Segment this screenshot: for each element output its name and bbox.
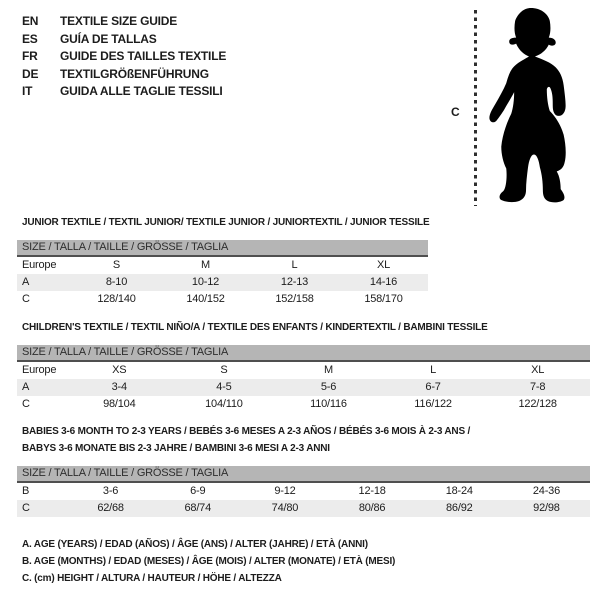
size-cell: L <box>430 364 437 376</box>
row-label: C <box>22 398 30 410</box>
babies-table-title-line2: BABYS 3-6 MONATE BIS 2-3 JAHRE / BAMBINI 3-6 MESI A 2-3 ANNI <box>22 443 330 454</box>
table-row-age <box>17 379 590 396</box>
language-code: ES <box>22 31 38 46</box>
footnote-legend <box>22 536 395 587</box>
size-cell: L <box>291 259 298 271</box>
height-measure-dotted-line <box>474 10 477 206</box>
language-list <box>22 13 226 101</box>
language-label: GUIDA ALLE TAGLIE TESSILI <box>60 84 223 98</box>
size-cell: XS <box>112 364 127 376</box>
size-cell: S <box>220 364 228 376</box>
row-label: C <box>22 502 30 514</box>
value-cell: 3-4 <box>111 381 127 393</box>
language-row-it <box>22 83 226 101</box>
language-row-es <box>22 31 226 49</box>
row-label: B <box>22 485 30 497</box>
value-cell: 9-12 <box>274 485 296 497</box>
value-cell: 104/110 <box>205 398 243 410</box>
table-row-age-months <box>17 483 590 500</box>
row-label: Europe <box>22 364 57 376</box>
row-label: Europe <box>22 259 57 271</box>
language-label: GUÍA DE TALLAS <box>60 31 157 46</box>
value-cell: 158/170 <box>364 293 403 305</box>
value-cell: 6-9 <box>190 485 206 497</box>
language-code: DE <box>22 66 39 81</box>
babies-size-table <box>17 466 590 517</box>
value-cell: 110/116 <box>310 398 347 410</box>
footnote-age-years: A. AGE (YEARS) / EDAD (AÑOS) / ÂGE (ANS) / ALTER (JAHRE) / ETÀ (ANNI) <box>22 539 368 550</box>
children-size-table <box>17 345 590 413</box>
size-cell: M <box>201 259 210 271</box>
language-label: TEXTILGRÖßENFÜHRUNG <box>60 66 209 81</box>
footnote-age-months: B. AGE (MONTHS) / EDAD (MESES) / ÂGE (MOIS) / ALTER (MONATE) / ETÀ (MESI) <box>22 556 396 567</box>
height-measure-label: C <box>451 105 460 119</box>
value-cell: 80/86 <box>358 502 386 514</box>
value-cell: 12-18 <box>358 485 386 497</box>
value-cell: 18-24 <box>445 485 473 497</box>
row-label: A <box>22 381 30 393</box>
value-cell: 140/152 <box>186 293 225 305</box>
language-row-de <box>22 66 226 84</box>
value-cell: 92/98 <box>533 502 560 514</box>
value-cell: 122/128 <box>518 398 557 410</box>
value-cell: 152/158 <box>275 293 314 305</box>
table-row-europe <box>17 362 590 379</box>
value-cell: 4-5 <box>216 381 232 393</box>
language-row-fr <box>22 48 226 66</box>
baby-silhouette-image <box>481 6 577 204</box>
value-cell: 3-6 <box>102 485 119 497</box>
table-row-age <box>17 274 428 291</box>
value-cell: 6-7 <box>425 381 441 393</box>
value-cell: 68/74 <box>184 502 212 514</box>
value-cell: 128/140 <box>97 293 136 305</box>
babies-table-title <box>22 423 470 457</box>
language-code: FR <box>22 49 38 63</box>
value-cell: 10-12 <box>191 276 220 288</box>
table-row-height <box>17 500 590 517</box>
junior-size-table <box>17 240 428 308</box>
size-header-bar: SIZE / TALLA / TAILLE / GRÖSSE / TAGLIA <box>17 240 428 257</box>
footnote-height-cm: C. (cm) HEIGHT / ALTURA / HAUTEUR / HÖHE / ALTEZZA <box>22 573 282 584</box>
row-label: A <box>22 276 30 288</box>
language-code: IT <box>22 84 33 98</box>
value-cell: 7-8 <box>530 381 546 393</box>
size-header-bar: SIZE / TALLA / TAILLE / GRÖSSE / TAGLIA <box>17 466 590 483</box>
size-cell: XL <box>376 259 391 271</box>
language-label: TEXTILE SIZE GUIDE <box>60 14 178 28</box>
value-cell: 8-10 <box>105 276 128 288</box>
size-cell: S <box>112 259 121 271</box>
size-header-bar: SIZE / TALLA / TAILLE / GRÖSSE / TAGLIA <box>17 345 590 362</box>
value-cell: 86/92 <box>446 502 473 514</box>
language-row-en <box>22 13 226 31</box>
value-cell: 5-6 <box>320 381 337 393</box>
language-code: EN <box>22 14 39 28</box>
size-cell: M <box>324 364 333 376</box>
table-row-height <box>17 291 428 308</box>
table-row-height <box>17 396 590 413</box>
children-table-title: CHILDREN'S TEXTILE / TEXTIL NIÑO/A / TEXTILE DES ENFANTS / KINDERTEXTIL / BAMBINI TESSILE <box>22 322 488 333</box>
value-cell: 12-13 <box>280 276 309 288</box>
babies-table-title-line1: BABIES 3-6 MONTH TO 2-3 YEARS / BEBÉS 3-6 MESES A 2-3 AÑOS / BÉBÉS 3-6 MOIS À 2-3 ANS / <box>22 426 471 437</box>
value-cell: 74/80 <box>271 502 299 514</box>
row-label: C <box>22 293 30 305</box>
value-cell: 24-36 <box>532 485 561 497</box>
table-row-europe <box>17 257 428 274</box>
language-label: GUIDE DES TAILLES TEXTILE <box>60 49 227 63</box>
baby-silhouette-shape <box>489 8 565 202</box>
value-cell: 14-16 <box>369 276 398 288</box>
value-cell: 62/68 <box>97 502 124 514</box>
value-cell: 116/122 <box>414 398 452 410</box>
junior-table-title: JUNIOR TEXTILE / TEXTIL JUNIOR/ TEXTILE JUNIOR / JUNIORTEXTIL / JUNIOR TESSILE <box>22 217 430 228</box>
value-cell: 98/104 <box>103 398 136 410</box>
size-cell: XL <box>531 364 545 376</box>
